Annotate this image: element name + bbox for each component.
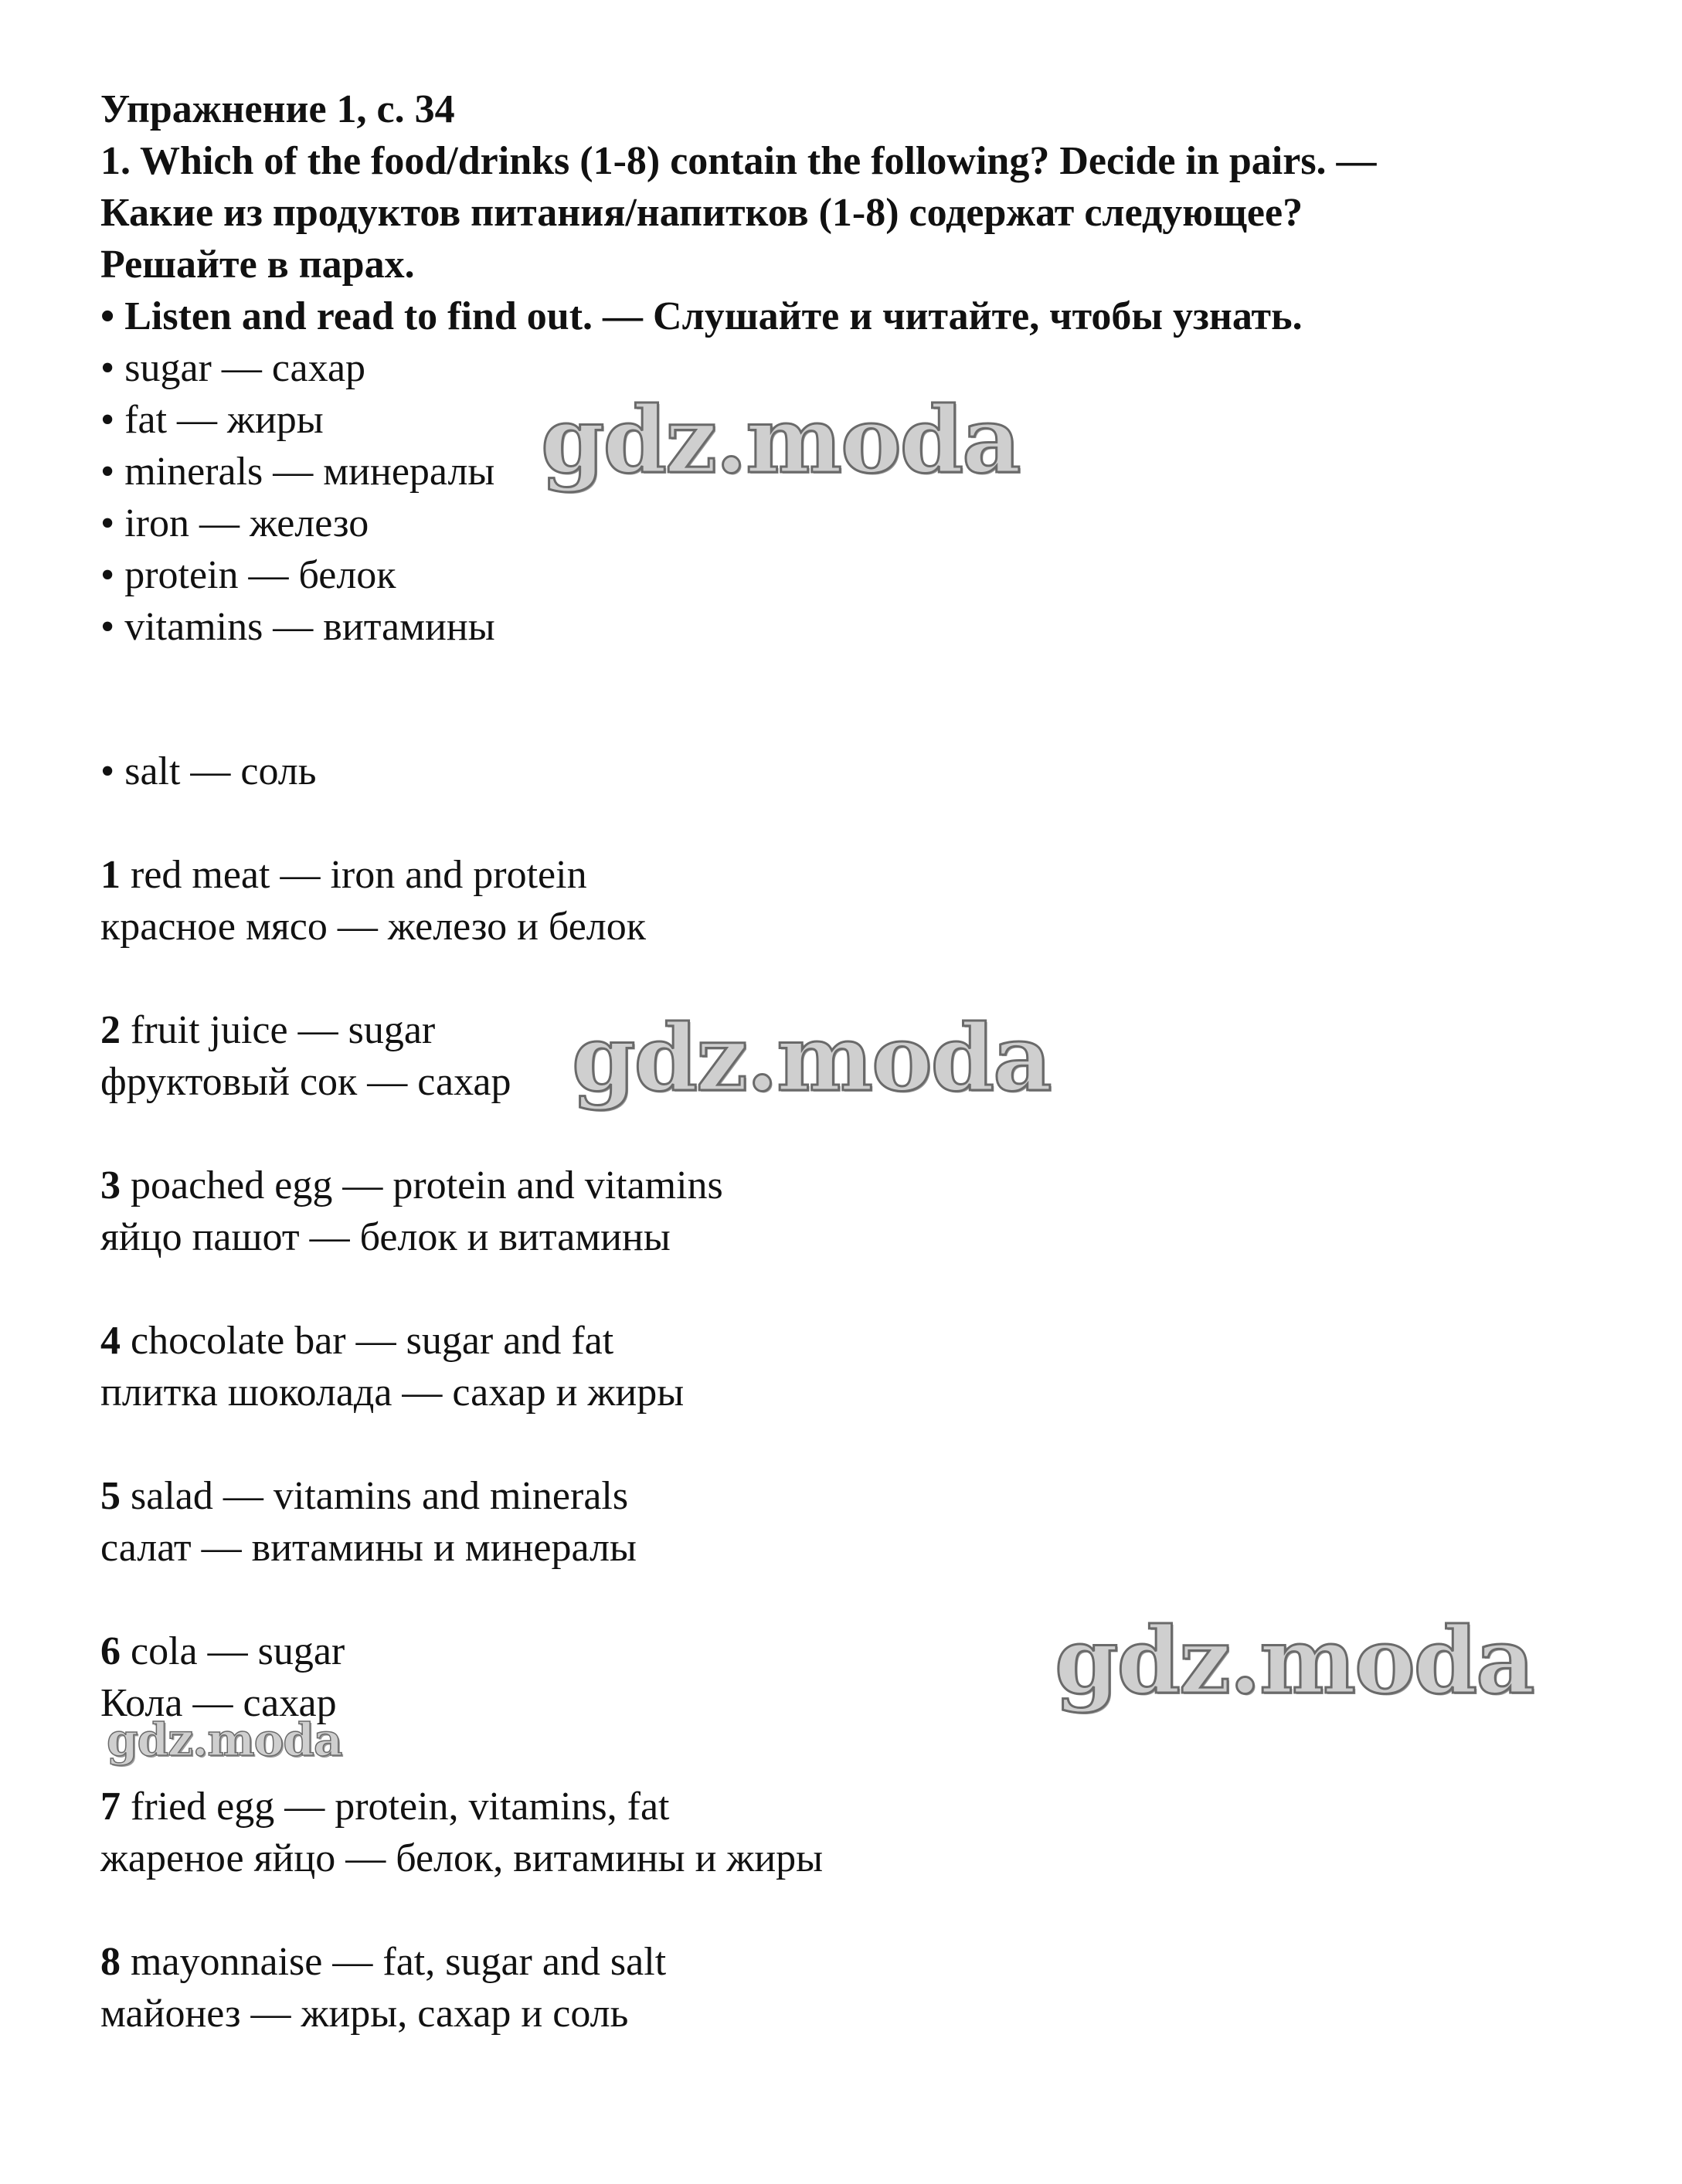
task-english: 1. Which of the food/drinks (1-8) contain the following? Decide in pairs. — [100, 139, 1377, 183]
answer-7-number: 7 [100, 1785, 121, 1829]
answer-5-english [100, 1470, 1630, 1522]
nutrient-item-vitamins: • vitamins — витамины [100, 605, 495, 649]
answer-5-russian: салат — витамины и минералы [100, 1526, 637, 1570]
document-page [100, 83, 1630, 2040]
answer-1-text: red meat — iron and protein [121, 853, 587, 897]
answer-5-number: 5 [100, 1474, 121, 1518]
spacer [100, 1418, 1630, 1470]
answer-8-russian: майонез — жиры, сахар и соль [100, 1992, 629, 2036]
nutrient-item-minerals: • minerals — минералы [100, 450, 495, 494]
spacer [100, 1574, 1630, 1625]
answer-7-text: fried egg — protein, vitamins, fat [121, 1785, 670, 1829]
answer-3-text: poached egg — protein and vitamins [121, 1163, 723, 1207]
nutrient-item-fat: • fat — жиры [100, 398, 324, 442]
answer-8-number: 8 [100, 1940, 121, 1984]
spacer [100, 1729, 1630, 1781]
answer-4-text: chocolate bar — sugar and fat [121, 1319, 614, 1363]
watermark-logo: gdz.moda [541, 386, 1020, 494]
answer-6-number: 6 [100, 1629, 121, 1673]
answer-7-english [100, 1781, 1630, 1832]
answer-4-number: 4 [100, 1319, 121, 1363]
answer-6-text: cola — sugar [121, 1629, 345, 1673]
answer-6-russian: Кола — сахар [100, 1681, 337, 1725]
spacer [100, 1884, 1630, 1936]
listen-instruction: • Listen and read to find out. — Слушайте и читайте, чтобы узнать. [100, 294, 1303, 338]
task-russian-line-1: Какие из продуктов питания/напитков (1-8) содержат следующее? [100, 191, 1303, 235]
nutrient-item-iron: • iron — железо [100, 501, 369, 545]
answer-2-text: fruit juice — sugar [121, 1008, 436, 1052]
answer-8-english [100, 1936, 1630, 1988]
spacer [100, 1108, 1630, 1160]
spacer [100, 953, 1630, 1004]
answer-8-text: mayonnaise — fat, sugar and salt [121, 1940, 667, 1984]
answer-3-number: 3 [100, 1163, 121, 1207]
task-russian-line-2: Решайте в парах. [100, 243, 415, 287]
watermark-logo-small: gdz.moda [107, 1714, 342, 1766]
nutrient-item-salt: • salt — соль [100, 749, 317, 793]
answer-1-russian: красное мясо — железо и белок [100, 905, 646, 949]
answer-5-text: salad — vitamins and minerals [121, 1474, 629, 1518]
answer-2-english [100, 1004, 1630, 1056]
answer-3-russian: яйцо пашот — белок и витамины [100, 1215, 671, 1259]
answer-6-english [100, 1625, 1630, 1677]
answer-1-english [100, 849, 1630, 901]
answer-2-number: 2 [100, 1008, 121, 1052]
nutrient-item-sugar: • sugar — сахар [100, 346, 366, 390]
answer-1-number: 1 [100, 853, 121, 897]
spacer [100, 1263, 1630, 1315]
watermark-logo: gdz.moda [572, 1004, 1051, 1112]
spacer [100, 797, 1630, 849]
nutrient-item-protein: • protein — белок [100, 553, 396, 597]
watermark-logo: gdz.moda [1055, 1607, 1534, 1714]
answer-3-english [100, 1160, 1630, 1211]
answer-2-russian: фруктовый сок — сахар [100, 1060, 511, 1104]
answer-4-russian: плитка шоколада — сахар и жиры [100, 1371, 685, 1415]
spacer [100, 653, 1630, 746]
answer-7-russian: жареное яйцо — белок, витамины и жиры [100, 1836, 824, 1880]
exercise-title: Упражнение 1, с. 34 [100, 87, 455, 131]
answer-4-english [100, 1315, 1630, 1367]
